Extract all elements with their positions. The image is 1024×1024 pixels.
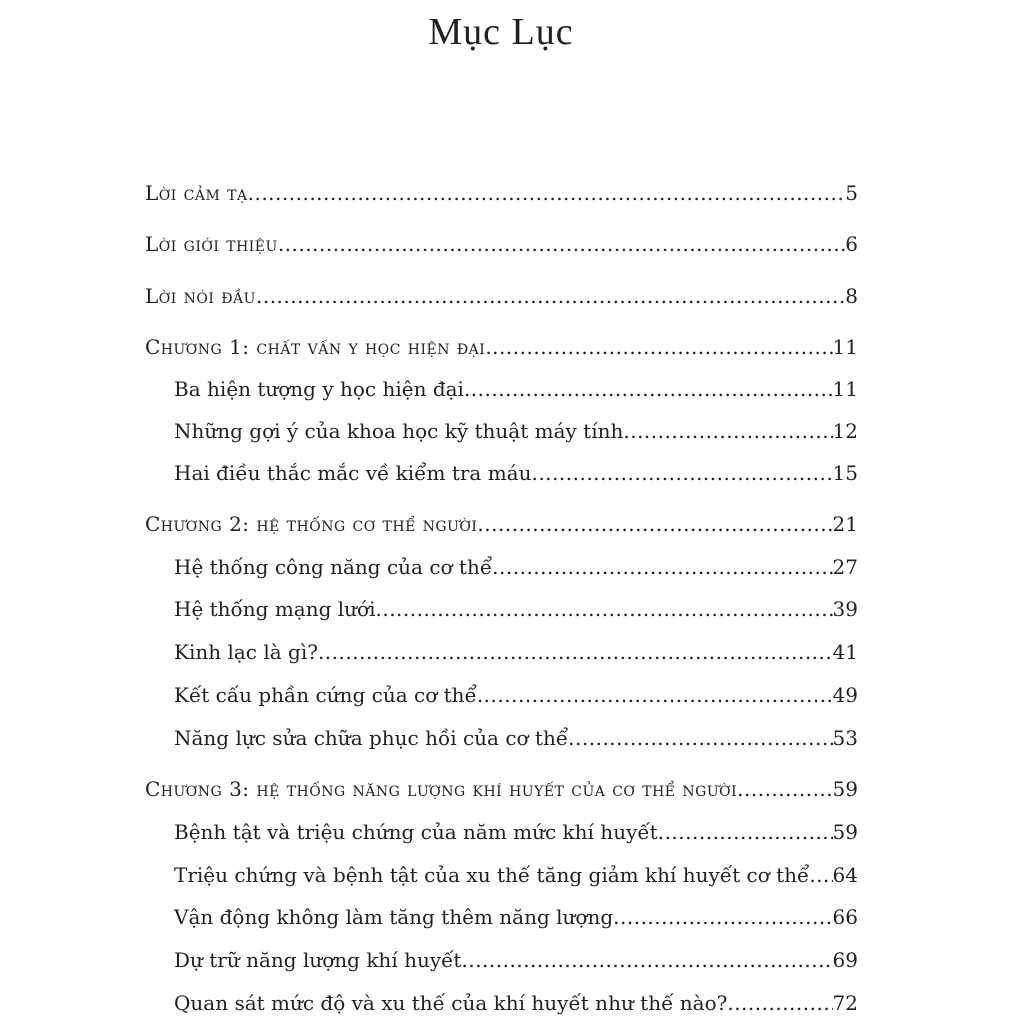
- toc-entry: [145, 332, 858, 362]
- toc-entry: [174, 637, 858, 667]
- toc-entry-page: 59: [832, 777, 858, 801]
- toc-entry: [145, 509, 858, 539]
- toc-entry-page: 39: [832, 597, 858, 621]
- toc-entry-label: Triệu chứng và bệnh tật của xu thế tăng giảm khí huyết cơ thể: [174, 863, 810, 887]
- toc-entry-label: Hệ thống công năng của cơ thể: [174, 555, 493, 579]
- toc-entry-page: 53: [832, 726, 858, 750]
- toc-entry-page: 6: [845, 232, 858, 256]
- toc-entry-label: Chương 2: hệ thống cơ thể người: [145, 512, 478, 536]
- toc-entry: [174, 552, 858, 582]
- toc-entry: [174, 416, 858, 446]
- toc-entry-label: Chương 1: chất vấn y học hiện đại: [145, 335, 486, 359]
- toc-dot-leader: [461, 945, 832, 975]
- toc-entry: [145, 178, 858, 208]
- toc-entry-page: 27: [832, 555, 858, 579]
- toc-entry-page: 11: [832, 335, 858, 359]
- toc-entry-label: Hai điều thắc mắc về kiểm tra máu: [174, 461, 532, 485]
- toc-entry: [174, 723, 858, 753]
- toc-dot-leader: [464, 374, 833, 404]
- toc-entry: [145, 774, 858, 804]
- toc-entry-page: 64: [832, 863, 858, 887]
- toc-dot-leader: [248, 178, 846, 208]
- toc-entry-page: 12: [832, 419, 858, 443]
- toc-entry-label: Chương 3: hệ thống năng lượng khí huyết của cơ thể người: [145, 777, 738, 801]
- toc-entry-page: 66: [832, 905, 858, 929]
- toc-dot-leader: [485, 332, 832, 362]
- toc-entry-page: 11: [832, 377, 858, 401]
- toc-dot-leader: [477, 509, 832, 539]
- toc-dot-leader: [658, 817, 833, 847]
- toc-entry: [174, 945, 858, 975]
- toc-dot-leader: [737, 774, 832, 804]
- toc-entry: [145, 281, 858, 311]
- toc-dot-leader: [809, 860, 832, 890]
- toc-entry-page: 41: [832, 640, 858, 664]
- toc-entry-label: Lời nói đầu: [145, 284, 256, 308]
- page-title: Mục Lục: [428, 11, 574, 53]
- toc-entry-label: Dự trữ năng lượng khí huyết: [174, 948, 462, 972]
- toc-entry-label: Bệnh tật và triệu chứng của năm mức khí huyết: [174, 820, 658, 844]
- toc-entry-label: Vận động không làm tăng thêm năng lượng: [174, 905, 614, 929]
- toc-entry: [174, 817, 858, 847]
- toc-entry: [174, 374, 858, 404]
- toc-dot-leader: [278, 229, 845, 259]
- toc-dot-leader: [613, 902, 832, 932]
- toc-entry: [174, 680, 858, 710]
- toc-entry-page: 5: [845, 181, 858, 205]
- toc-entry: [174, 458, 858, 488]
- toc-entry-page: 49: [832, 683, 858, 707]
- toc-entry: [174, 860, 858, 890]
- toc-dot-leader: [727, 988, 832, 1018]
- toc-entry-label: Lời giới thiệu: [145, 232, 278, 256]
- toc-dot-leader: [256, 281, 845, 311]
- toc-entry-label: Lời cảm tạ: [145, 181, 248, 205]
- toc-dot-leader: [318, 637, 833, 667]
- toc-entry-page: 15: [832, 461, 858, 485]
- toc-entry: [145, 229, 858, 259]
- toc-dot-leader: [568, 723, 832, 753]
- toc-entry-label: Kinh lạc là gì?: [174, 640, 318, 664]
- toc-entry: [174, 902, 858, 932]
- toc-entry: [174, 988, 858, 1018]
- toc-entry-page: 69: [832, 948, 858, 972]
- toc-entry-page: 21: [832, 512, 858, 536]
- toc-entry-label: Hệ thống mạng lưới: [174, 597, 376, 621]
- toc-entry-label: Những gợi ý của khoa học kỹ thuật máy tính: [174, 419, 624, 443]
- toc-dot-leader: [477, 680, 833, 710]
- toc-entry-label: Năng lực sửa chữa phục hồi của cơ thể: [174, 726, 569, 750]
- toc-entry-label: Ba hiện tượng y học hiện đại: [174, 377, 464, 401]
- toc-entry-label: Quan sát mức độ và xu thế của khí huyết như thế nào?: [174, 991, 728, 1015]
- toc-entry-page: 59: [832, 820, 858, 844]
- toc-dot-leader: [531, 458, 832, 488]
- toc-dot-leader: [492, 552, 832, 582]
- toc-entry-page: 8: [845, 284, 858, 308]
- toc-dot-leader: [623, 416, 832, 446]
- toc-dot-leader: [375, 594, 832, 624]
- toc-entry-page: 72: [832, 991, 858, 1015]
- toc-entry-label: Kết cấu phần cứng của cơ thể: [174, 683, 477, 707]
- toc-entry: [174, 594, 858, 624]
